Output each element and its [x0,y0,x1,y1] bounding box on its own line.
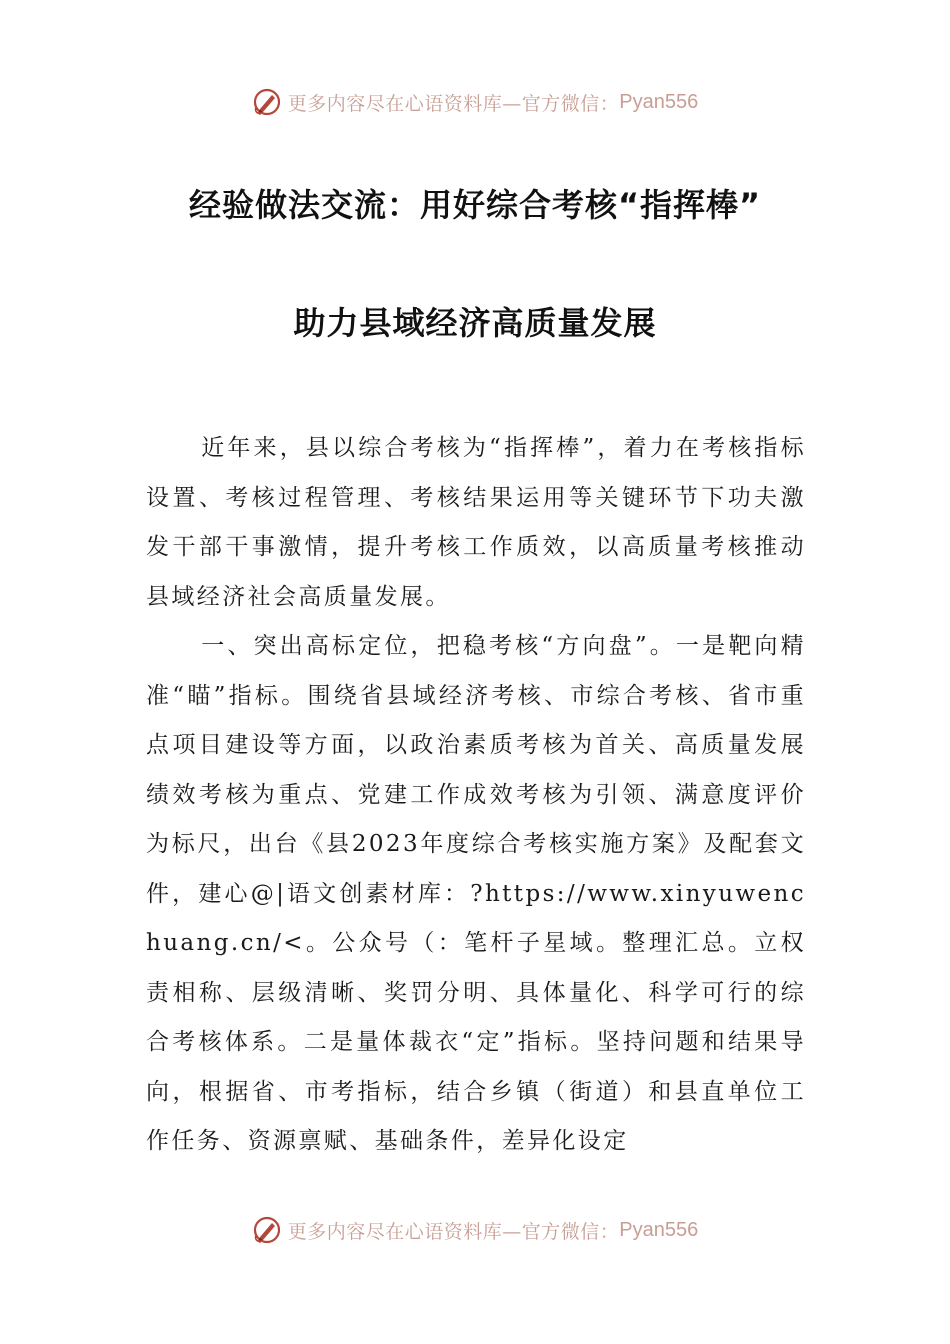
wechat-id: Pyan556 [619,1218,699,1241]
banner-text: 更多内容尽在心语资料库—官方微信： [287,1220,620,1243]
pen-nib-icon [252,87,282,117]
banner-text: 更多内容尽在心语资料库—官方微信： [287,92,620,115]
wechat-id: Pyan556 [619,90,699,113]
footer-banner [0,1210,950,1250]
paragraph-intro: 近年来，县以综合考核为“指挥棒”，着力在考核指标设置、考核过程管理、考核结果运用等关键环节下功夫激发干部干事激情，提升考核工作质效，以高质量考核推动县域经济社会高质量发展。 [146,435,806,610]
header-banner [0,82,950,122]
article-body [146,424,806,1167]
paragraph-section-1: 一、突出高标定位，把稳考核“方向盘”。一是靶向精准“瞄”指标。围绕省县域经济考核、市综合考核、省市重点项目建设等方面，以政治素质考核为首关、高质量发展绩效考核为重点、党建工作成效考核为引领、满意度评价为标尺，出台《县2023年度综合考核实施方案》及配套文件，建心@|语文创素材库：?https://www.xinyuwenchuang.cn/<。公众号（：笔杆子星域。整理汇总。立权责相称、层级清晰、奖罚分明、具体量化、科学可行的综合考核体系。二是量体裁衣“定”指标。坚持问题和结果导向，根据省、市考指标，结合乡镇（街道）和县直单位工作任务、资源禀赋、基础条件，差异化设定 [146,633,806,1154]
pen-nib-icon [252,1215,282,1245]
page-title-line-1: 经验做法交流：用好综合考核“指挥棒” [188,186,762,224]
page-title-line-2: 助力县域经济高质量发展 [293,304,657,342]
